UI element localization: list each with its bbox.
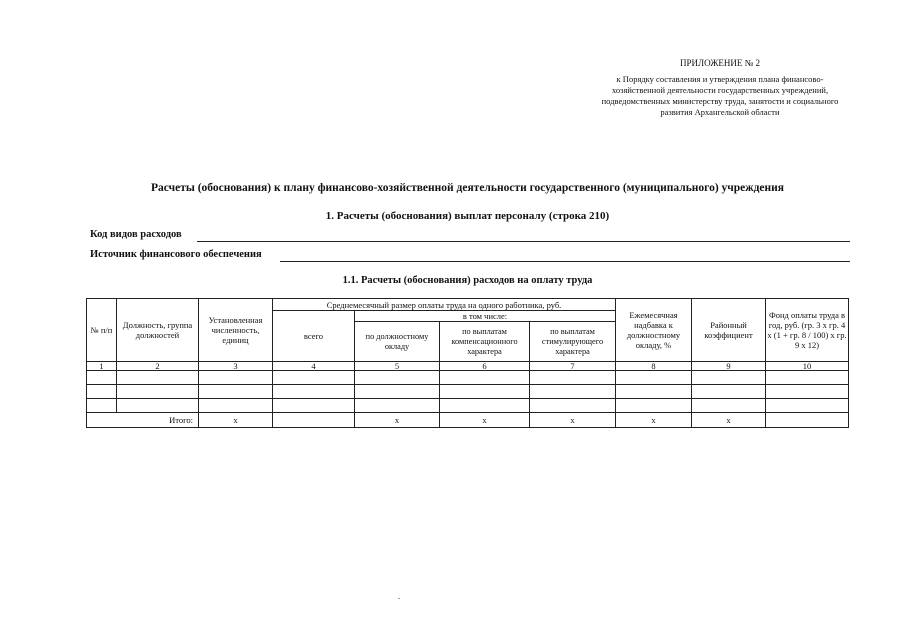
table-cell[interactable] bbox=[530, 371, 616, 385]
table-cell[interactable] bbox=[530, 385, 616, 399]
column-number: 3 bbox=[199, 362, 273, 371]
appendix-block bbox=[585, 58, 855, 118]
total-row bbox=[87, 413, 849, 428]
column-number: 6 bbox=[440, 362, 530, 371]
header-including: в том числе: bbox=[355, 311, 616, 322]
column-number: 9 bbox=[692, 362, 766, 371]
table-cell[interactable] bbox=[616, 371, 692, 385]
table-cell[interactable] bbox=[766, 371, 849, 385]
table-cell[interactable] bbox=[87, 371, 117, 385]
expense-code-label: Код видов расходов bbox=[90, 229, 182, 240]
table-cell[interactable] bbox=[440, 371, 530, 385]
table-cell[interactable] bbox=[273, 385, 355, 399]
appendix-line: развития Архангельской области bbox=[660, 107, 780, 117]
column-number: 1 bbox=[87, 362, 117, 371]
table-cell[interactable] bbox=[273, 399, 355, 413]
total-cell: x bbox=[355, 413, 440, 428]
table-cell[interactable] bbox=[117, 371, 199, 385]
header-num: № п/п bbox=[87, 299, 117, 362]
expense-code-line bbox=[197, 241, 850, 242]
header-incentive: по выплатам стимулирующего характера bbox=[530, 322, 616, 362]
column-number: 4 bbox=[273, 362, 355, 371]
table-cell[interactable] bbox=[355, 371, 440, 385]
table-row bbox=[87, 371, 849, 385]
table-cell[interactable] bbox=[355, 385, 440, 399]
total-cell: x bbox=[692, 413, 766, 428]
table-cell[interactable] bbox=[766, 385, 849, 399]
table-cell[interactable] bbox=[616, 399, 692, 413]
table-cell[interactable] bbox=[117, 399, 199, 413]
column-number: 7 bbox=[530, 362, 616, 371]
table-cell[interactable] bbox=[530, 399, 616, 413]
table-cell[interactable] bbox=[87, 385, 117, 399]
payroll-table bbox=[86, 298, 849, 428]
table-cell[interactable] bbox=[692, 371, 766, 385]
column-number: 5 bbox=[355, 362, 440, 371]
header-position: Должность, группа должностей bbox=[117, 299, 199, 362]
appendix-title: ПРИЛОЖЕНИЕ № 2 bbox=[679, 58, 761, 68]
subsection-title: 1.1. Расчеты (обоснования) расходов на оплату труда bbox=[342, 275, 593, 286]
table-cell[interactable] bbox=[692, 399, 766, 413]
document-title: Расчеты (обоснования) к плану финансово-хозяйственной деятельности государственного (муниципального) учреждения bbox=[150, 182, 785, 194]
total-cell[interactable] bbox=[766, 413, 849, 428]
expense-code-field bbox=[90, 229, 850, 243]
header-compensation: по выплатам компенсационного характера bbox=[440, 322, 530, 362]
total-cell: x bbox=[530, 413, 616, 428]
table-cell[interactable] bbox=[692, 385, 766, 399]
scan-speck bbox=[398, 598, 400, 599]
header-regional-coef: Районный коэффициент bbox=[692, 299, 766, 362]
section-title: 1. Расчеты (обоснования) выплат персоналу (строка 210) bbox=[325, 210, 610, 222]
table-cell[interactable] bbox=[87, 399, 117, 413]
header-avg-pay: Среднемесячный размер оплаты труда на одного работника, руб. bbox=[273, 299, 616, 311]
header-annual-fund: Фонд оплаты труда в год, руб. (гр. 3 х гр. 4 х (1 + гр. 8 / 100) х гр. 9 х 12) bbox=[766, 299, 849, 362]
header-monthly-bonus: Ежемесячная надбавка к должностному окладу, % bbox=[616, 299, 692, 362]
appendix-line: хозяйственной деятельности государственных учреждений, bbox=[611, 85, 829, 95]
table-cell[interactable] bbox=[616, 385, 692, 399]
total-cell: x bbox=[440, 413, 530, 428]
table-cell[interactable] bbox=[273, 371, 355, 385]
funding-source-line bbox=[280, 261, 850, 262]
table-cell[interactable] bbox=[355, 399, 440, 413]
appendix-line: к Порядку составления и утверждения плана финансово- bbox=[616, 74, 824, 84]
table-cell[interactable] bbox=[199, 371, 273, 385]
total-cell[interactable] bbox=[273, 413, 355, 428]
header-by-salary: по должностному окладу bbox=[355, 322, 440, 362]
header-total: всего bbox=[273, 311, 355, 362]
table-cell[interactable] bbox=[117, 385, 199, 399]
header-headcount: Установленная численность, единиц bbox=[199, 299, 273, 362]
table-row bbox=[87, 399, 849, 413]
table-row bbox=[87, 385, 849, 399]
total-label: Итого: bbox=[87, 413, 199, 428]
table-cell[interactable] bbox=[199, 399, 273, 413]
column-number: 10 bbox=[766, 362, 849, 371]
table-cell[interactable] bbox=[766, 399, 849, 413]
total-cell: x bbox=[199, 413, 273, 428]
table-cell[interactable] bbox=[199, 385, 273, 399]
table-cell[interactable] bbox=[440, 399, 530, 413]
table-cell[interactable] bbox=[440, 385, 530, 399]
funding-source-label: Источник финансового обеспечения bbox=[90, 249, 262, 260]
column-number: 8 bbox=[616, 362, 692, 371]
appendix-line: подведомственных министерству труда, занятости и социального bbox=[601, 96, 839, 106]
column-number: 2 bbox=[117, 362, 199, 371]
total-cell: x bbox=[616, 413, 692, 428]
funding-source-field bbox=[90, 249, 850, 263]
